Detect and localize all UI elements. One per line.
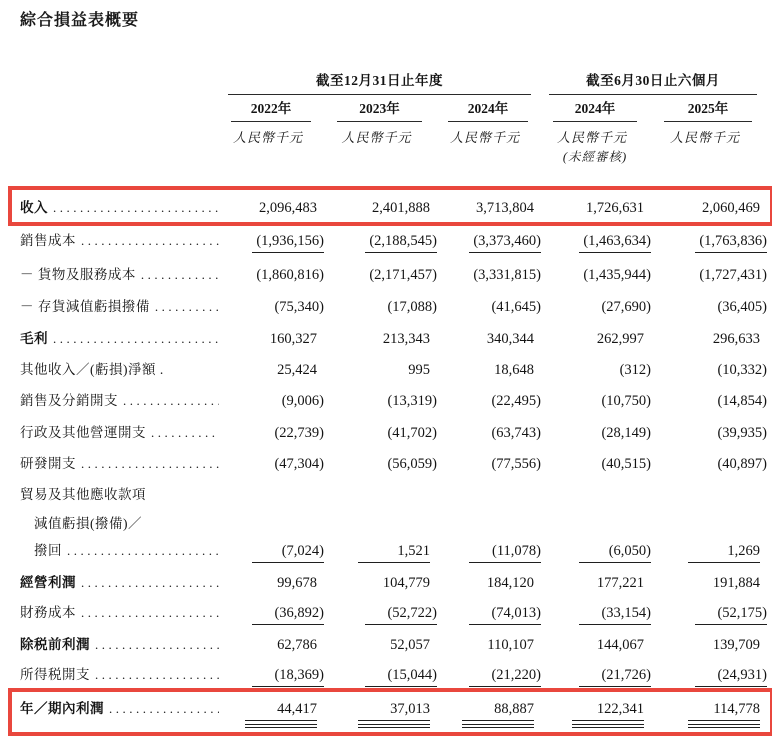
row-goods-services-cost bbox=[14, 257, 772, 289]
cell-value: 3,713,804 bbox=[476, 199, 534, 216]
dot-leader bbox=[123, 393, 219, 409]
cell-value: (10,332) bbox=[717, 361, 767, 378]
cell-value: 110,107 bbox=[487, 637, 534, 653]
row-label: 財務成本 bbox=[20, 604, 76, 620]
cell-value: 296,633 bbox=[712, 330, 760, 347]
year-header-2022: 2022年 bbox=[219, 97, 323, 122]
cell-value: (40,897) bbox=[717, 456, 767, 472]
column-group-interim bbox=[540, 69, 766, 95]
dot-leader bbox=[109, 701, 219, 717]
cell-value: (15,044) bbox=[365, 667, 437, 687]
row-operating-profit bbox=[14, 566, 772, 597]
cell-value: (36,405) bbox=[717, 298, 767, 315]
cell-value: 2,096,483 bbox=[259, 199, 317, 216]
year-header-2025-interim: 2025年 bbox=[650, 97, 766, 122]
cell-value: 213,343 bbox=[382, 330, 430, 347]
dot-leader bbox=[53, 200, 219, 216]
dot-leader bbox=[141, 267, 219, 283]
cell-value: (6,050) bbox=[579, 543, 651, 563]
row-trade-receivables-impairment-line2 bbox=[14, 507, 772, 536]
dot-leader bbox=[151, 425, 219, 441]
cell-value: 184,120 bbox=[486, 575, 534, 591]
unit-label: 人民幣千元 bbox=[341, 129, 412, 145]
cell-value: 122,341 bbox=[572, 701, 644, 728]
cell-value: (2,171,457) bbox=[369, 266, 437, 283]
cell-value: 191,884 bbox=[712, 575, 760, 591]
cell-value: (10,750) bbox=[601, 392, 651, 409]
cell-value: (13,319) bbox=[387, 392, 437, 409]
cell-value: 1,269 bbox=[688, 543, 760, 563]
cell-value: (21,220) bbox=[469, 667, 541, 687]
cell-value: 88,887 bbox=[462, 701, 534, 728]
cell-value: (1,860,816) bbox=[256, 266, 324, 283]
cell-value: (63,743) bbox=[491, 424, 541, 441]
cell-value: (41,645) bbox=[491, 298, 541, 315]
cell-value: 139,709 bbox=[712, 637, 760, 653]
unit-label: 人民幣千元 bbox=[232, 129, 303, 145]
cell-value: (24,931) bbox=[695, 667, 767, 687]
cell-value: (1,435,944) bbox=[583, 266, 651, 283]
unaudited-note: (未經審核) bbox=[562, 149, 628, 164]
cell-value: (1,463,634) bbox=[579, 233, 651, 253]
cell-value: (22,739) bbox=[274, 424, 324, 441]
row-finance-costs bbox=[14, 597, 772, 628]
cell-value: 99,678 bbox=[277, 575, 317, 591]
row-gross-profit bbox=[14, 321, 772, 353]
column-group-label: 截至12月31日止年度 bbox=[228, 69, 531, 95]
row-trade-receivables-impairment-line3 bbox=[14, 536, 772, 566]
cell-value: (39,935) bbox=[717, 424, 767, 441]
cell-value: 144,067 bbox=[596, 637, 644, 653]
year-header-row bbox=[14, 97, 772, 122]
audit-note-row bbox=[14, 147, 772, 164]
table-body bbox=[14, 188, 772, 734]
dot-leader bbox=[81, 605, 219, 621]
cell-value: (40,515) bbox=[601, 456, 651, 472]
cell-value: 62,786 bbox=[277, 637, 317, 653]
row-label: 撥回 bbox=[34, 543, 62, 558]
column-group-label: 截至6月30日止六個月 bbox=[549, 69, 757, 95]
dot-leader bbox=[95, 667, 219, 683]
cell-value: (28,149) bbox=[601, 424, 651, 441]
cell-value: 52,057 bbox=[390, 637, 430, 653]
year-header-2024-interim: 2024年 bbox=[540, 97, 650, 122]
row-label: 其他收入／(虧損)淨額 . bbox=[20, 361, 164, 377]
cell-value: (56,059) bbox=[387, 456, 437, 472]
unit-label: 人民幣千元 bbox=[449, 129, 520, 145]
cell-value: (74,013) bbox=[469, 605, 541, 625]
cell-value: 44,417 bbox=[245, 701, 317, 728]
row-label: 毛利 bbox=[20, 330, 48, 346]
cell-value: 1,726,631 bbox=[586, 199, 644, 216]
dot-leader bbox=[81, 575, 219, 591]
row-label: － 存貨減值虧損撥備 bbox=[20, 298, 150, 314]
cell-value: (52,175) bbox=[695, 605, 767, 625]
unit-row bbox=[14, 125, 772, 147]
cell-value: (41,702) bbox=[387, 424, 437, 441]
unit-label: 人民幣千元 bbox=[556, 129, 627, 145]
cell-value: 114,778 bbox=[688, 701, 760, 728]
page-title: 綜合損益表概要 bbox=[20, 12, 140, 29]
unit-label: 人民幣千元 bbox=[669, 129, 740, 145]
cell-value: (11,078) bbox=[469, 543, 541, 563]
cell-value: (9,006) bbox=[281, 392, 324, 409]
cell-value: 2,401,888 bbox=[372, 199, 430, 216]
cell-value: (47,304) bbox=[274, 456, 324, 472]
dot-leader bbox=[155, 299, 219, 315]
dot-leader bbox=[53, 331, 219, 347]
cell-value: (36,892) bbox=[252, 605, 324, 625]
row-revenue bbox=[14, 188, 772, 224]
cell-value: (7,024) bbox=[252, 543, 324, 563]
cell-value: (3,331,815) bbox=[473, 266, 541, 283]
cell-value: 340,344 bbox=[486, 330, 534, 347]
row-rd-expenses bbox=[14, 447, 772, 478]
year-header-2024: 2024年 bbox=[436, 97, 540, 122]
row-label: 研發開支 bbox=[20, 456, 76, 471]
cell-value: (21,726) bbox=[579, 667, 651, 687]
row-label: 貿易及其他應收款項 bbox=[20, 486, 146, 502]
cell-value: (1,763,836) bbox=[695, 233, 767, 253]
row-label: 收入 bbox=[20, 199, 48, 215]
row-label: 經營利潤 bbox=[20, 575, 76, 590]
row-label: － 貨物及服務成本 bbox=[20, 266, 136, 282]
cell-value: 177,221 bbox=[596, 575, 644, 591]
row-other-income bbox=[14, 353, 772, 383]
row-selling-expenses bbox=[14, 383, 772, 415]
cell-value: 262,997 bbox=[596, 330, 644, 347]
cell-value: (1,727,431) bbox=[699, 266, 767, 283]
row-trade-receivables-impairment-line1 bbox=[14, 478, 772, 507]
column-group-row bbox=[14, 72, 772, 92]
row-inventory-impairment bbox=[14, 289, 772, 321]
row-label: 年／期內利潤 bbox=[20, 700, 104, 716]
row-label: 除税前利潤 bbox=[20, 637, 90, 652]
cell-value: 25,424 bbox=[277, 361, 317, 378]
row-label: 所得税開支 bbox=[20, 666, 90, 682]
cell-value: (75,340) bbox=[274, 298, 324, 315]
row-profit-before-tax bbox=[14, 628, 772, 659]
cell-value: 2,060,469 bbox=[702, 199, 760, 216]
cell-value: 104,779 bbox=[382, 575, 430, 591]
cell-value: (77,556) bbox=[491, 456, 541, 472]
cell-value: (33,154) bbox=[579, 605, 651, 625]
cell-value: (17,088) bbox=[387, 298, 437, 315]
row-label: 行政及其他營運開支 bbox=[20, 424, 146, 440]
year-header-2023: 2023年 bbox=[323, 97, 436, 122]
cell-value: (312) bbox=[619, 361, 651, 378]
cell-value: (22,495) bbox=[491, 392, 541, 409]
cell-value: (3,373,460) bbox=[469, 233, 541, 253]
row-label: 銷售成本 bbox=[20, 232, 76, 248]
dot-leader bbox=[81, 233, 219, 249]
cell-value: 160,327 bbox=[269, 330, 317, 347]
cell-value: 37,013 bbox=[358, 701, 430, 728]
cell-value: (27,690) bbox=[601, 298, 651, 315]
cell-value: 1,521 bbox=[358, 543, 430, 563]
row-income-tax bbox=[14, 659, 772, 690]
dot-leader bbox=[81, 456, 219, 472]
dot-leader bbox=[95, 637, 219, 653]
cell-value: 18,648 bbox=[494, 361, 534, 378]
cell-value: (14,854) bbox=[717, 392, 767, 409]
row-label: 銷售及分銷開支 bbox=[20, 392, 118, 408]
row-profit-for-period bbox=[14, 690, 772, 734]
row-cost-of-sales bbox=[14, 224, 772, 257]
row-label: 減值虧損(撥備)／ bbox=[34, 515, 142, 531]
cell-value: (52,722) bbox=[365, 605, 437, 625]
dot-leader bbox=[67, 543, 219, 559]
row-admin-expenses bbox=[14, 415, 772, 447]
cell-value: (2,188,545) bbox=[365, 233, 437, 253]
table-header bbox=[14, 72, 772, 164]
cell-value: 995 bbox=[408, 361, 430, 378]
cell-value: (1,936,156) bbox=[252, 233, 324, 253]
column-group-annual bbox=[219, 69, 540, 95]
cell-value: (18,369) bbox=[252, 667, 324, 687]
